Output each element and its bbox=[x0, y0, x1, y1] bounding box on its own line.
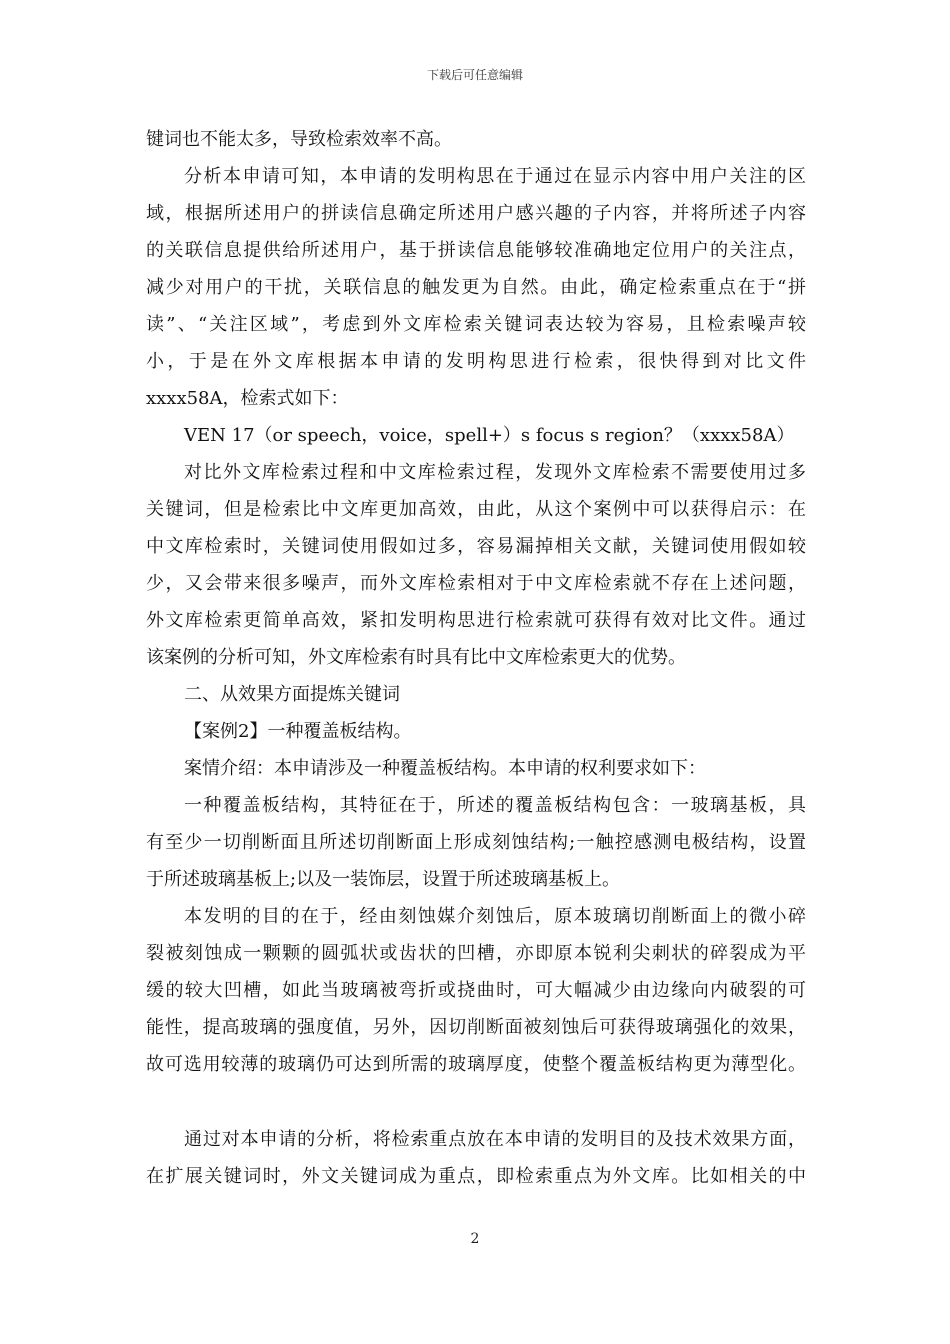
text-line: 裂被刻蚀成一颗颗的圆弧状或齿状的凹槽，亦即原本锐利尖刺状的碎裂成为平 bbox=[146, 943, 806, 964]
text-line: 一种覆盖板结构，其特征在于，所述的覆盖板结构包含：一玻璃基板，具 bbox=[184, 795, 806, 816]
text-line: 读”、“关注区域”，考虑到外文库检索关键词表达较为容易，且检索噪声较 bbox=[146, 314, 806, 335]
text-line: 于所述玻璃基板上;以及一装饰层，设置于所述玻璃基板上。 bbox=[146, 869, 621, 890]
text-line: 通过对本申请的分析，将检索重点放在本申请的发明目的及技术效果方面， bbox=[184, 1129, 806, 1150]
text-line: 关键词，但是检索比中文库更加高效，由此，从这个案例中可以获得启示：在 bbox=[146, 499, 806, 520]
page-header: 下载后可任意编辑 bbox=[426, 68, 523, 82]
text-line: 对比外文库检索过程和中文库检索过程，发现外文库检索不需要使用过多 bbox=[184, 462, 806, 483]
document-body bbox=[146, 121, 806, 1195]
text-line: 外文库检索更简单高效，紧扣发明构思进行检索就可获得有效对比文件。通过 bbox=[146, 610, 806, 631]
text-line: 案情介绍：本申请涉及一种覆盖板结构。本申请的权利要求如下： bbox=[184, 758, 706, 779]
text-line: 有至少一切削断面且所述切削断面上形成刻蚀结构;一触控感测电极结构，设置 bbox=[146, 832, 806, 853]
text-line: 在扩展关键词时，外文关键词成为重点，即检索重点为外文库。比如相关的中 bbox=[146, 1166, 806, 1187]
text-line: 本发明的目的在于，经由刻蚀媒介刻蚀后，原本玻璃切削断面上的微小碎 bbox=[184, 906, 806, 927]
text-line: VEN 17（or speech，voice，spell+）s focus s region？（xxxx58A） bbox=[184, 425, 795, 446]
text-line: 中文库检索时，关键词使用假如过多，容易漏掉相关文献，关键词使用假如较 bbox=[146, 536, 806, 557]
text-line: 分析本申请可知，本申请的发明构思在于通过在显示内容中用户关注的区 bbox=[184, 166, 806, 187]
page-number: 2 bbox=[470, 1231, 480, 1247]
text-line: 的关联信息提供给所述用户，基于拼读信息能够较准确地定位用户的关注点， bbox=[146, 240, 806, 261]
text-line: 能性，提高玻璃的强度值，另外，因切削断面被刻蚀后可获得玻璃强化的效果， bbox=[146, 1017, 806, 1038]
text-line: 【案例2】一种覆盖板结构。 bbox=[184, 721, 412, 742]
text-line: 该案例的分析可知，外文库检索有时具有比中文库检索更大的优势。 bbox=[146, 647, 686, 668]
text-line: 小，于是在外文库根据本申请的发明构思进行检索，很快得到对比文件 bbox=[146, 351, 806, 372]
text-line: 域，根据所述用户的拼读信息确定所述用户感兴趣的子内容，并将所述子内容 bbox=[146, 203, 806, 224]
text-line: xxxx58A，检索式如下： bbox=[146, 388, 349, 409]
text-line: 二、从效果方面提炼关键词 bbox=[184, 684, 400, 705]
text-line: 键词也不能太多，导致检索效率不高。 bbox=[146, 129, 452, 150]
text-line: 减少对用户的干扰，关联信息的触发更为自然。由此，确定检索重点在于“拼 bbox=[146, 277, 806, 298]
text-line: 故可选用较薄的玻璃仍可达到所需的玻璃厚度，使整个覆盖板结构更为薄型化。 bbox=[146, 1054, 806, 1075]
text-line: 少，又会带来很多噪声，而外文库检索相对于中文库检索就不存在上述问题， bbox=[146, 573, 806, 594]
text-line: 缓的较大凹槽，如此当玻璃被弯折或挠曲时，可大幅减少由边缘向内破裂的可 bbox=[146, 980, 806, 1001]
